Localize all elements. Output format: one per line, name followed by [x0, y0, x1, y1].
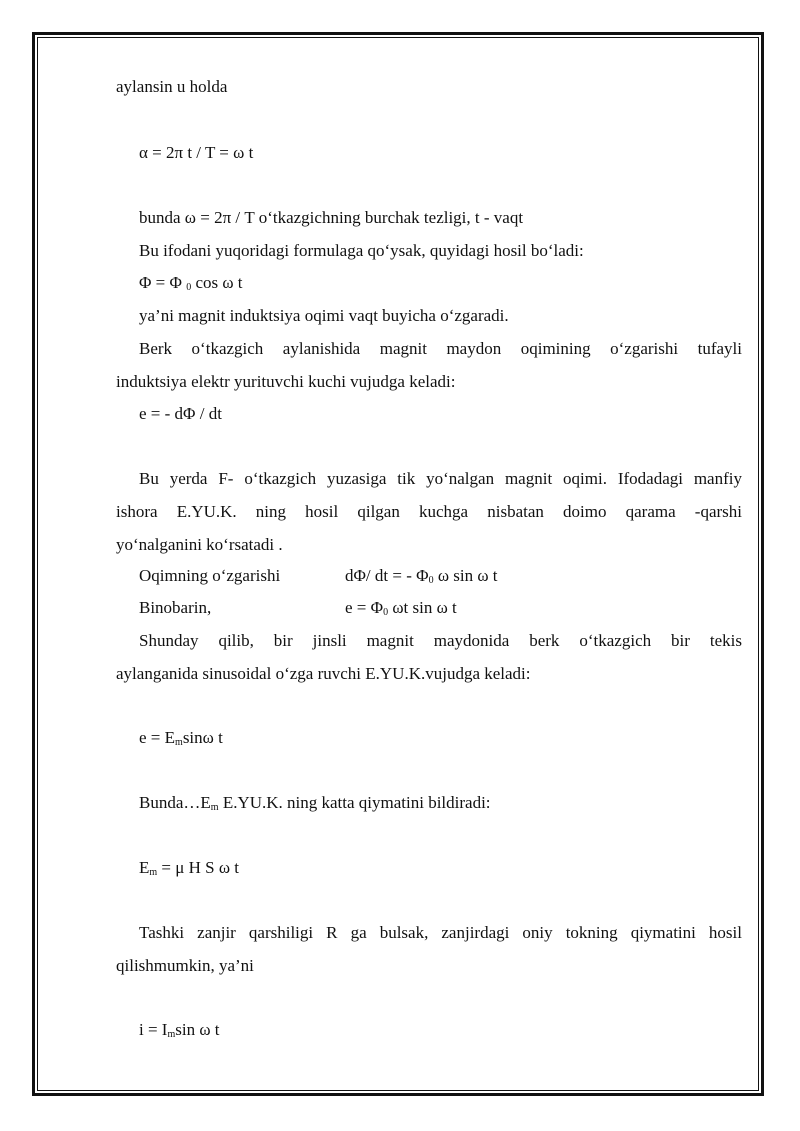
- paragraph-bu-yerda-line1: Bu yerda F- o‘tkazgich yuzasiga tik yo‘nalgan magnit oqimi. Ifodadagi manfiy: [139, 469, 742, 488]
- binobarin-formula-a: e = Φ: [345, 598, 384, 617]
- paragraph-berk-line2: induktsiya elektr yurituvchi kuchi vujudga keladi:: [116, 372, 456, 391]
- paragraph-shunday: [116, 630, 742, 685]
- formula-e-sub: m: [175, 737, 183, 748]
- paragraph-tashki-line2: qilishmumkin, ya’ni: [116, 956, 254, 975]
- paragraph-bu-yerda-line2: ishora E.YU.K. ning hosil qilgan kuchga nisbatan doimo qarama -qarshi: [116, 502, 742, 521]
- formula-alpha: α = 2π t / T = ω t: [139, 143, 254, 162]
- oqim-label: Oqimning o‘zgarishi: [139, 566, 281, 585]
- paragraph-tashki-line1: Tashki zanjir qarshiligi R ga bulsak, zanjirdagi oniy tokning qiymatini hosil: [139, 923, 742, 942]
- formula-emf: e = - dΦ / dt: [139, 404, 222, 423]
- formula-phi: [139, 272, 243, 294]
- paragraph-bu-yerda-line3: yo‘nalganini ko‘rsatadi .: [116, 535, 283, 554]
- oqim-formula-sub: 0: [428, 575, 434, 586]
- paragraph-shunday-line1: Shunday qilib, bir jinsli magnit maydonida berk o‘tkazgich bir tekis: [139, 631, 742, 650]
- binobarin-formula-sub: 0: [383, 607, 389, 618]
- paragraph-berk: [116, 338, 742, 393]
- text-line-oqim: [139, 565, 498, 587]
- bunda-em-a: Bunda…E: [139, 793, 211, 812]
- bunda-em-sub: m: [210, 802, 219, 813]
- paragraph-bu-yerda: [116, 468, 742, 556]
- text-line-binobarin: [139, 597, 457, 619]
- bunda-em-b: E.YU.K. ning katta qiymatini bildiradi:: [218, 793, 491, 812]
- formula-em: [139, 857, 239, 879]
- paragraph-berk-line1: Berk o‘tkazgich aylanishida magnit maydon oqimining o‘zgarishi tufayli: [139, 339, 742, 358]
- formula-em-sub: m: [149, 867, 158, 878]
- formula-em-b: = μ H S ω t: [157, 858, 240, 877]
- formula-phi-main: Φ = Φ: [139, 273, 182, 292]
- oqim-formula-b: ω sin ω t: [433, 566, 498, 585]
- formula-phi-sub: 0: [186, 282, 192, 293]
- formula-i-a: i = I: [139, 1020, 168, 1039]
- binobarin-label: Binobarin,: [139, 598, 212, 617]
- formula-e-b: sinω t: [182, 728, 223, 747]
- text-line-bu-ifoda: Bu ifodani yuqoridagi formulaga qo‘ysak, quyidagi hosil bo‘ladi:: [139, 241, 584, 260]
- text-line-aylansin: aylansin u holda: [116, 77, 228, 96]
- paragraph-shunday-line2: aylanganida sinusoidal o‘zga ruvchi E.YU.K.vujudga keladi:: [116, 664, 531, 683]
- formula-em-a: E: [139, 858, 150, 877]
- formula-e-sin: [139, 727, 223, 749]
- text-line-yani: ya’ni magnit induktsiya oqimi vaqt buyicha o‘zgaradi.: [139, 306, 509, 325]
- text-line-bunda-em: [139, 792, 491, 814]
- formula-e-a: e = E: [139, 728, 176, 747]
- binobarin-formula-b: ωt sin ω t: [388, 598, 457, 617]
- text-line-bunda: bunda ω = 2π / T o‘tkazgichning burchak tezligi, t - vaqt: [139, 208, 524, 227]
- formula-i-sub: m: [167, 1029, 176, 1040]
- paragraph-tashki: [116, 922, 742, 977]
- formula-i: [139, 1019, 220, 1041]
- oqim-formula-a: dΦ/ dt = - Φ: [345, 566, 429, 585]
- formula-phi-rest: cos ω t: [191, 273, 243, 292]
- formula-i-b: sin ω t: [175, 1020, 220, 1039]
